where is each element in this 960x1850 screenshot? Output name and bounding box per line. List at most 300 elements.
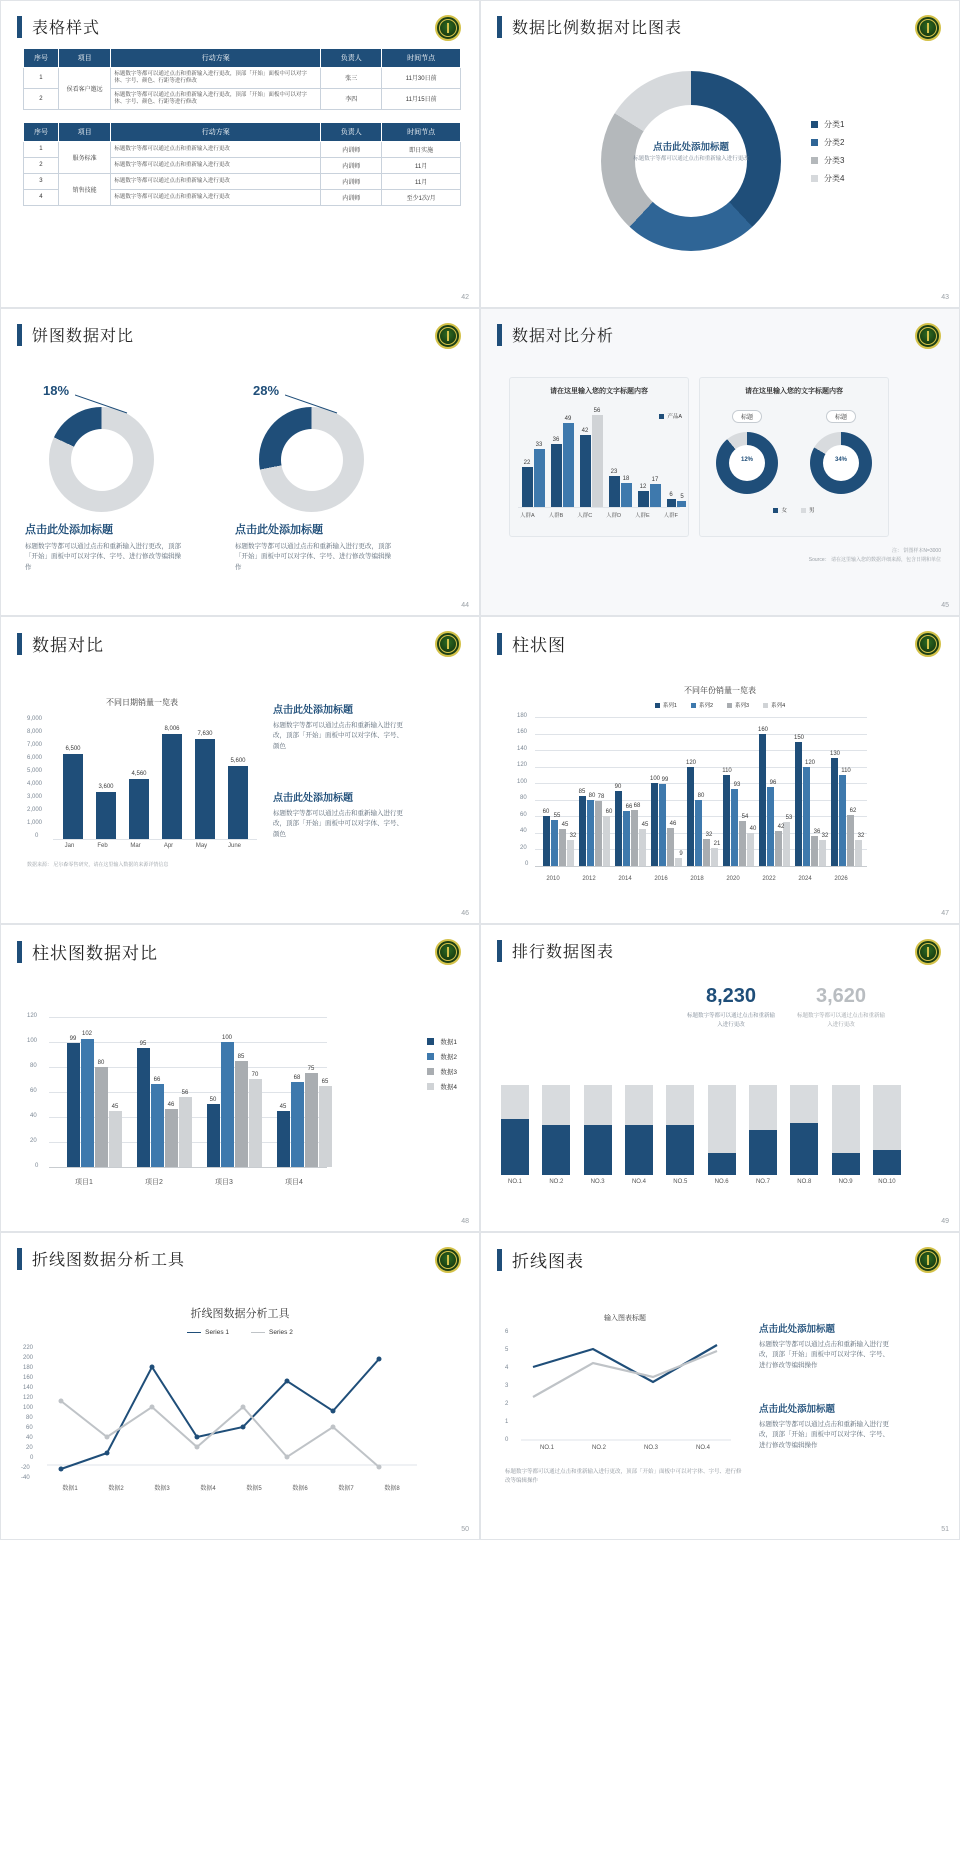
page-number: 44 xyxy=(461,602,469,609)
legend-swatch-icon xyxy=(727,703,732,708)
tick-label: 人群B xyxy=(548,513,564,519)
tick-label: 项目2 xyxy=(145,1179,163,1186)
legend-label: 数据3 xyxy=(440,1069,457,1076)
legend-label: 分类4 xyxy=(824,174,845,183)
body-text: 标题数字等都可以通过点击和重新输入进行更改，顶部「开始」面板中可以对字体、字号、颜色 xyxy=(273,722,403,750)
title-accent-bar xyxy=(17,16,22,38)
cell: 11月 xyxy=(382,157,461,173)
tick-label: 人群C xyxy=(577,513,593,519)
bar xyxy=(551,444,562,507)
x-tick-labels xyxy=(49,1177,332,1187)
cell: 标题数字等都可以通过点击和重新输入进行更改 xyxy=(111,141,321,157)
page-title: 柱状图 xyxy=(512,636,566,655)
donut-hole xyxy=(281,429,343,491)
page-number: 51 xyxy=(941,1526,949,1533)
bar-value: 5 xyxy=(680,494,684,500)
legend-item[interactable] xyxy=(427,1052,457,1061)
tick-label: 2012 xyxy=(582,876,596,882)
th: 负责人 xyxy=(321,122,382,141)
tick-label: Apr xyxy=(163,843,174,849)
legend-item[interactable] xyxy=(763,701,785,709)
bar xyxy=(667,499,676,507)
legend-item[interactable] xyxy=(811,155,844,166)
bar xyxy=(228,766,248,839)
legend xyxy=(811,119,844,191)
bar-chart xyxy=(518,408,684,508)
bar-value: 6 xyxy=(669,492,673,498)
x-axis xyxy=(518,507,680,508)
bar-value: 8,006 xyxy=(164,726,180,732)
legend-line-icon xyxy=(187,1332,201,1334)
page-title: 柱状图数据对比 xyxy=(32,944,158,963)
y-tick: 0 xyxy=(35,833,39,839)
th: 项目 xyxy=(58,122,110,141)
stat-caption: 标题数字等都可以通过点击和重新输入进行更改 xyxy=(687,1013,776,1028)
page-title: 饼图数据对比 xyxy=(32,328,135,345)
slide-48[interactable] xyxy=(0,924,480,1232)
th: 负责人 xyxy=(321,49,382,68)
tick-label: NO.1 xyxy=(507,1179,522,1185)
legend-item[interactable] xyxy=(655,701,677,709)
tick-label: NO.8 xyxy=(797,1179,812,1185)
cell: 标题数字等都可以通过点击和重新输入进行更改 xyxy=(111,173,321,189)
tick-label: NO.7 xyxy=(755,1179,770,1185)
table-2-wrapper xyxy=(1,110,479,206)
stat-2 xyxy=(781,985,901,1030)
legend-swatch-icon xyxy=(811,121,818,128)
bar-column xyxy=(873,1085,901,1185)
table-row[interactable] xyxy=(24,173,461,189)
slide-47[interactable] xyxy=(480,616,960,924)
slide-51[interactable] xyxy=(480,1232,960,1540)
donut-row xyxy=(700,406,888,494)
line-chart: 220 200 180 160 140 120 100 80 60 40 20 0 -20 -40 数据1 数据2 数据3 数据4 数据5 数据6 数据7 数据8 xyxy=(21,1345,421,1500)
donut-label: 标题 xyxy=(826,410,856,423)
page-title: 数据比例数据对比图表 xyxy=(512,20,683,37)
tick-label: 2026 xyxy=(834,876,848,882)
cell: 张三 xyxy=(321,68,382,89)
card-title: 请在这里输入您的文字标题内容 xyxy=(745,388,843,395)
th: 行动方案 xyxy=(111,122,321,141)
bar xyxy=(592,415,603,507)
cell: 服务标准 xyxy=(58,141,110,173)
source-note: 数据来源： 尼尔森零售研究，请在这里输入数据的来源详情信息 xyxy=(27,862,169,868)
table-1 xyxy=(23,48,461,110)
page-number: 43 xyxy=(941,294,949,301)
brand-logo-icon xyxy=(915,939,941,965)
legend-swatch-icon xyxy=(427,1038,434,1045)
sub-heading: 点击此处添加标题 xyxy=(235,524,323,536)
slide-42[interactable] xyxy=(0,0,480,308)
y-tick: 100 xyxy=(517,779,528,785)
legend-item[interactable] xyxy=(801,506,815,514)
legend-item[interactable] xyxy=(251,1329,293,1336)
bar-column xyxy=(542,1085,570,1185)
legend-item[interactable] xyxy=(691,701,713,709)
note-2: Source： 请在这里输入您的数据详细来源，包含日期和单位 xyxy=(808,557,941,563)
donut-hole xyxy=(71,429,133,491)
legend-swatch-icon xyxy=(427,1083,434,1090)
slide-header xyxy=(1,925,479,964)
percent-label-1: 18% xyxy=(43,383,70,398)
donut-value: 12% xyxy=(740,457,753,463)
slide-46[interactable] xyxy=(0,616,480,924)
bar xyxy=(638,491,649,507)
legend-label: 系列4 xyxy=(771,703,786,709)
tick-label: NO.1 xyxy=(539,1445,554,1451)
slide-header xyxy=(1,1,479,38)
tick-label: Jan xyxy=(64,843,75,849)
bar xyxy=(563,423,574,507)
note-1: 注： 饼图样本N=3000 xyxy=(891,548,941,554)
tick-label: NO.3 xyxy=(590,1179,605,1185)
cell: 2 xyxy=(24,88,59,109)
legend-swatch-icon xyxy=(773,508,778,513)
donut-chart xyxy=(601,71,781,251)
cell: 至少1次/月 xyxy=(382,189,461,205)
th: 时间节点 xyxy=(382,122,461,141)
legend-label: 男 xyxy=(809,508,815,514)
cell: 内训师 xyxy=(321,141,382,157)
legend-item[interactable] xyxy=(427,1037,457,1046)
brand-logo-icon xyxy=(915,323,941,349)
legend xyxy=(700,506,888,514)
slide-45[interactable] xyxy=(480,308,960,616)
cell: 李四 xyxy=(321,88,382,109)
page-number: 46 xyxy=(461,910,469,917)
tick-label: NO.2 xyxy=(591,1445,606,1451)
slide-header xyxy=(481,309,959,346)
legend-item[interactable] xyxy=(727,701,749,709)
page-title: 排行数据图表 xyxy=(512,944,615,961)
legend-item[interactable] xyxy=(811,119,844,130)
donut-center-sub: 标题数字等都可以通过点击和重新输入进行更改 xyxy=(633,156,749,162)
tick-label: 人群D xyxy=(606,513,622,519)
bar-value: 36 xyxy=(552,437,560,443)
slide-43[interactable] xyxy=(480,0,960,308)
cell: 内训师 xyxy=(321,173,382,189)
title-accent-bar xyxy=(497,324,502,346)
legend-swatch-icon xyxy=(811,139,818,146)
cell: 内训师 xyxy=(321,189,382,205)
bar-value: 23 xyxy=(610,469,618,475)
bar-value: 6,500 xyxy=(65,746,81,752)
tick-label: 2020 xyxy=(726,876,740,882)
cell: 11月30日前 xyxy=(382,68,461,89)
ranking-bar-chart xyxy=(501,1075,901,1185)
page-number: 50 xyxy=(461,1526,469,1533)
tick-label: NO.4 xyxy=(695,1445,710,1451)
legend-item[interactable] xyxy=(811,137,844,148)
chart-title: 输入图表标题 xyxy=(604,1315,646,1322)
table-row[interactable] xyxy=(24,141,461,157)
page-title: 数据对比分析 xyxy=(512,328,615,345)
legend-swatch-icon xyxy=(811,175,818,182)
cell: 1 xyxy=(24,68,59,89)
bar xyxy=(621,483,632,507)
tick-label: NO.2 xyxy=(549,1179,564,1185)
page-number: 47 xyxy=(941,910,949,917)
tick-label: NO.9 xyxy=(838,1179,853,1185)
th: 时间节点 xyxy=(382,49,461,68)
cell: 11月15日前 xyxy=(382,88,461,109)
y-tick: 140 xyxy=(517,746,528,752)
x-tick-labels xyxy=(521,1445,731,1451)
donut-ring xyxy=(259,407,364,512)
table-row[interactable] xyxy=(24,68,461,89)
body-text: 标题数字等都可以通过点击和重新输入进行更改，顶部「开始」面板中可以对字体、字号、进行修改等编辑操作 xyxy=(759,1341,889,1369)
donut-ring xyxy=(49,407,154,512)
source-note: 标题数字等都可以通过点击和重新输入进行更改，顶部「开始」面板中可以对字体、字号、进行修改等编辑操作 xyxy=(505,1469,742,1485)
chart-block xyxy=(505,1313,745,1487)
bar-value: 3,600 xyxy=(98,784,114,790)
brand-logo-icon xyxy=(915,1247,941,1273)
legend-label: Series 2 xyxy=(269,1329,293,1336)
bar-value: 56 xyxy=(593,408,601,414)
bar xyxy=(63,754,83,839)
bar-column xyxy=(708,1085,736,1185)
donut-value: 34% xyxy=(834,457,847,463)
legend-label: 分类3 xyxy=(824,156,845,165)
cell: 标题数字等都可以通过点击和重新输入进行更改，顶部「开始」面板中可以对字体、字号、颜色、行距等进行修改 xyxy=(111,68,321,89)
tick-label: 数据5 xyxy=(246,1486,262,1492)
legend-swatch-icon xyxy=(763,703,768,708)
cell: 4 xyxy=(24,189,59,205)
donut-chart-2 xyxy=(259,407,364,512)
tick-label: 数据6 xyxy=(292,1486,308,1492)
legend-swatch-icon xyxy=(659,414,664,419)
bar-chart: 120 100 80 60 40 20 0 99 102 80 45 95 66 46 56 50 100 85 70 45 68 75 65 项目1 项目2 项目3 项目4 xyxy=(27,1017,327,1187)
legend-item[interactable] xyxy=(773,506,787,514)
legend-swatch-icon xyxy=(655,703,660,708)
y-tick: 9,000 xyxy=(27,716,43,722)
th: 序号 xyxy=(24,49,59,68)
bar-value: 33 xyxy=(535,442,543,448)
cell: 3 xyxy=(24,173,59,189)
text-block-1 xyxy=(273,701,403,752)
y-tick: 20 xyxy=(520,845,527,851)
slide-header xyxy=(481,617,959,656)
tick-label: 项目4 xyxy=(285,1179,303,1186)
y-tick: 6,000 xyxy=(27,755,43,761)
y-tick: 180 xyxy=(517,713,528,719)
page-title: 表格样式 xyxy=(32,20,101,37)
legend-swatch-icon xyxy=(691,703,696,708)
left-chart-card xyxy=(509,377,689,537)
legend-label: 数据4 xyxy=(440,1084,457,1091)
brand-logo-icon xyxy=(435,939,461,965)
th: 项目 xyxy=(58,49,110,68)
cell: 标题数字等都可以通过点击和重新输入进行更改 xyxy=(111,189,321,205)
cell: 内训师 xyxy=(321,157,382,173)
tick-label: 2024 xyxy=(798,876,812,882)
x-tick-labels xyxy=(535,876,867,882)
text-block-2 xyxy=(759,1401,891,1451)
donut-group-2 xyxy=(810,406,872,494)
text-block-2 xyxy=(273,789,403,840)
tick-label: May xyxy=(195,843,208,849)
th: 序号 xyxy=(24,122,59,141)
tick-label: 2014 xyxy=(618,876,632,882)
y-tick: 0 xyxy=(525,861,529,867)
tick-label: 项目3 xyxy=(215,1179,233,1186)
legend-label: Series 1 xyxy=(205,1329,229,1336)
title-accent-bar xyxy=(17,1248,22,1270)
legend-swatch-icon xyxy=(801,508,806,513)
caption-block-2 xyxy=(235,521,395,573)
cell: 销售技能 xyxy=(58,173,110,205)
brand-logo-icon xyxy=(915,631,941,657)
bar-value: 5,600 xyxy=(230,758,246,764)
bar-column xyxy=(584,1085,612,1185)
legend-label: 分类2 xyxy=(824,138,845,147)
legend-label: 系列2 xyxy=(698,703,713,709)
donut-hole xyxy=(823,445,859,481)
tick-label: NO.10 xyxy=(878,1179,896,1185)
legend-line-icon xyxy=(251,1332,265,1334)
tick-label: Mar xyxy=(130,843,141,849)
body-text: 标题数字等都可以通过点击和重新输入进行更改，顶部「开始」面板中可以对字体、字号、进行修改等编辑操作 xyxy=(25,543,181,571)
page-number: 49 xyxy=(941,1218,949,1225)
tick-label: 2018 xyxy=(690,876,704,882)
legend-label: 系列3 xyxy=(735,703,750,709)
sub-heading: 点击此处添加标题 xyxy=(25,524,113,536)
tick-label: 项目1 xyxy=(75,1179,93,1186)
brand-logo-icon xyxy=(915,15,941,41)
tick-label: 人群E xyxy=(635,513,650,519)
stat-value: 8,230 xyxy=(705,985,757,1007)
right-chart-card xyxy=(699,377,889,537)
title-accent-bar xyxy=(17,324,22,346)
legend-label: 分类1 xyxy=(824,120,845,129)
legend-item[interactable] xyxy=(427,1082,457,1091)
legend-item[interactable] xyxy=(427,1067,457,1076)
tick-label: 数据2 xyxy=(108,1486,124,1492)
legend-label: 数据1 xyxy=(440,1039,457,1046)
bar xyxy=(162,734,182,839)
cell: 2 xyxy=(24,157,59,173)
tick-label: 人群F xyxy=(663,513,678,519)
tick-label: 数据3 xyxy=(154,1486,170,1492)
bar-column xyxy=(666,1085,694,1185)
bar-column xyxy=(749,1085,777,1185)
x-tick-labels xyxy=(53,843,257,849)
bar xyxy=(129,779,149,839)
y-tick: 120 xyxy=(517,762,528,768)
bar-column xyxy=(832,1085,860,1185)
y-tick: 2,000 xyxy=(27,807,43,813)
chart-title: 折线图数据分析工具 xyxy=(190,1308,290,1320)
donut-center-title: 点击此处添加标题 xyxy=(652,142,729,153)
legend-item[interactable] xyxy=(659,412,682,420)
bar-value: 49 xyxy=(564,416,572,422)
y-tick: 60 xyxy=(520,812,527,818)
title-accent-bar xyxy=(17,941,22,963)
bar-value: 4,560 xyxy=(131,771,147,777)
donut-hole xyxy=(729,445,765,481)
cell: 11月 xyxy=(382,173,461,189)
caption-block-1 xyxy=(25,521,185,573)
stat-value: 3,620 xyxy=(815,985,867,1007)
page-title: 数据对比 xyxy=(32,636,104,655)
bar-value: 42 xyxy=(581,428,589,434)
legend-item[interactable] xyxy=(187,1329,229,1336)
slide-header xyxy=(481,1,959,38)
legend-item[interactable] xyxy=(811,173,844,184)
sub-heading: 点击此处添加标题 xyxy=(759,1404,836,1415)
bar xyxy=(522,467,533,507)
title-accent-bar xyxy=(497,940,502,962)
chart-title: 不同日期销量一览表 xyxy=(106,698,178,707)
slide-50[interactable] xyxy=(0,1232,480,1540)
slide-49[interactable] xyxy=(480,924,960,1232)
tick-label: 人群A xyxy=(520,513,535,519)
page-title: 折线图数据分析工具 xyxy=(32,1252,186,1269)
y-tick: 7,000 xyxy=(27,742,43,748)
x-tick-labels xyxy=(47,1483,417,1492)
legend-swatch-icon xyxy=(427,1068,434,1075)
slide-header xyxy=(481,925,959,962)
table-2 xyxy=(23,122,461,206)
tick-label: 数据8 xyxy=(384,1486,400,1492)
legend-swatch-icon xyxy=(811,157,818,164)
y-tick: 40 xyxy=(520,828,527,834)
y-tick: 8,000 xyxy=(27,729,43,735)
tick-label: NO.4 xyxy=(631,1179,646,1185)
table-1-wrapper xyxy=(1,38,479,110)
legend-swatch-icon xyxy=(427,1053,434,1060)
stat-caption: 标题数字等都可以通过点击和重新输入进行更改 xyxy=(797,1013,886,1028)
legend xyxy=(427,1037,457,1098)
th: 行动方案 xyxy=(111,49,321,68)
slide-header xyxy=(1,309,479,346)
donut-center-text xyxy=(601,139,781,163)
tick-label: NO.5 xyxy=(673,1179,688,1185)
line-series xyxy=(47,1345,417,1495)
leader-line-1 xyxy=(75,391,131,417)
donut-chart-1 xyxy=(49,407,154,512)
bar xyxy=(677,501,686,507)
y-tick: 4,000 xyxy=(27,781,43,787)
cell: 标题数字等都可以通过点击和重新输入进行更改 xyxy=(111,157,321,173)
percent-label-2: 28% xyxy=(253,383,280,398)
brand-logo-icon xyxy=(435,631,461,657)
donut-label: 标题 xyxy=(732,410,762,423)
cell: 侯看客户邀远 xyxy=(58,68,110,110)
bar xyxy=(650,484,661,507)
bar-value: 7,630 xyxy=(197,731,213,737)
chart-block xyxy=(27,697,257,868)
legend-label: 数据2 xyxy=(440,1054,457,1061)
tick-label: 数据7 xyxy=(338,1486,354,1492)
tick-label: 数据1 xyxy=(62,1486,78,1492)
brand-logo-icon xyxy=(435,323,461,349)
tick-label: 2010 xyxy=(546,876,560,882)
slide-44[interactable] xyxy=(0,308,480,616)
bar-column xyxy=(625,1085,653,1185)
title-accent-bar xyxy=(497,16,502,38)
sub-heading: 点击此处添加标题 xyxy=(273,705,353,716)
line-series xyxy=(521,1329,731,1447)
donut-ring xyxy=(810,432,872,494)
cell: 即日实施 xyxy=(382,141,461,157)
bar xyxy=(96,792,116,839)
line-chart: 6 5 4 3 2 1 0 NO.1 NO.2 NO.3 NO.4 xyxy=(505,1329,745,1454)
bar-chart xyxy=(27,716,257,840)
leader-line-2 xyxy=(285,391,341,417)
bar-column xyxy=(501,1085,529,1185)
tick-label: 数据4 xyxy=(200,1486,216,1492)
